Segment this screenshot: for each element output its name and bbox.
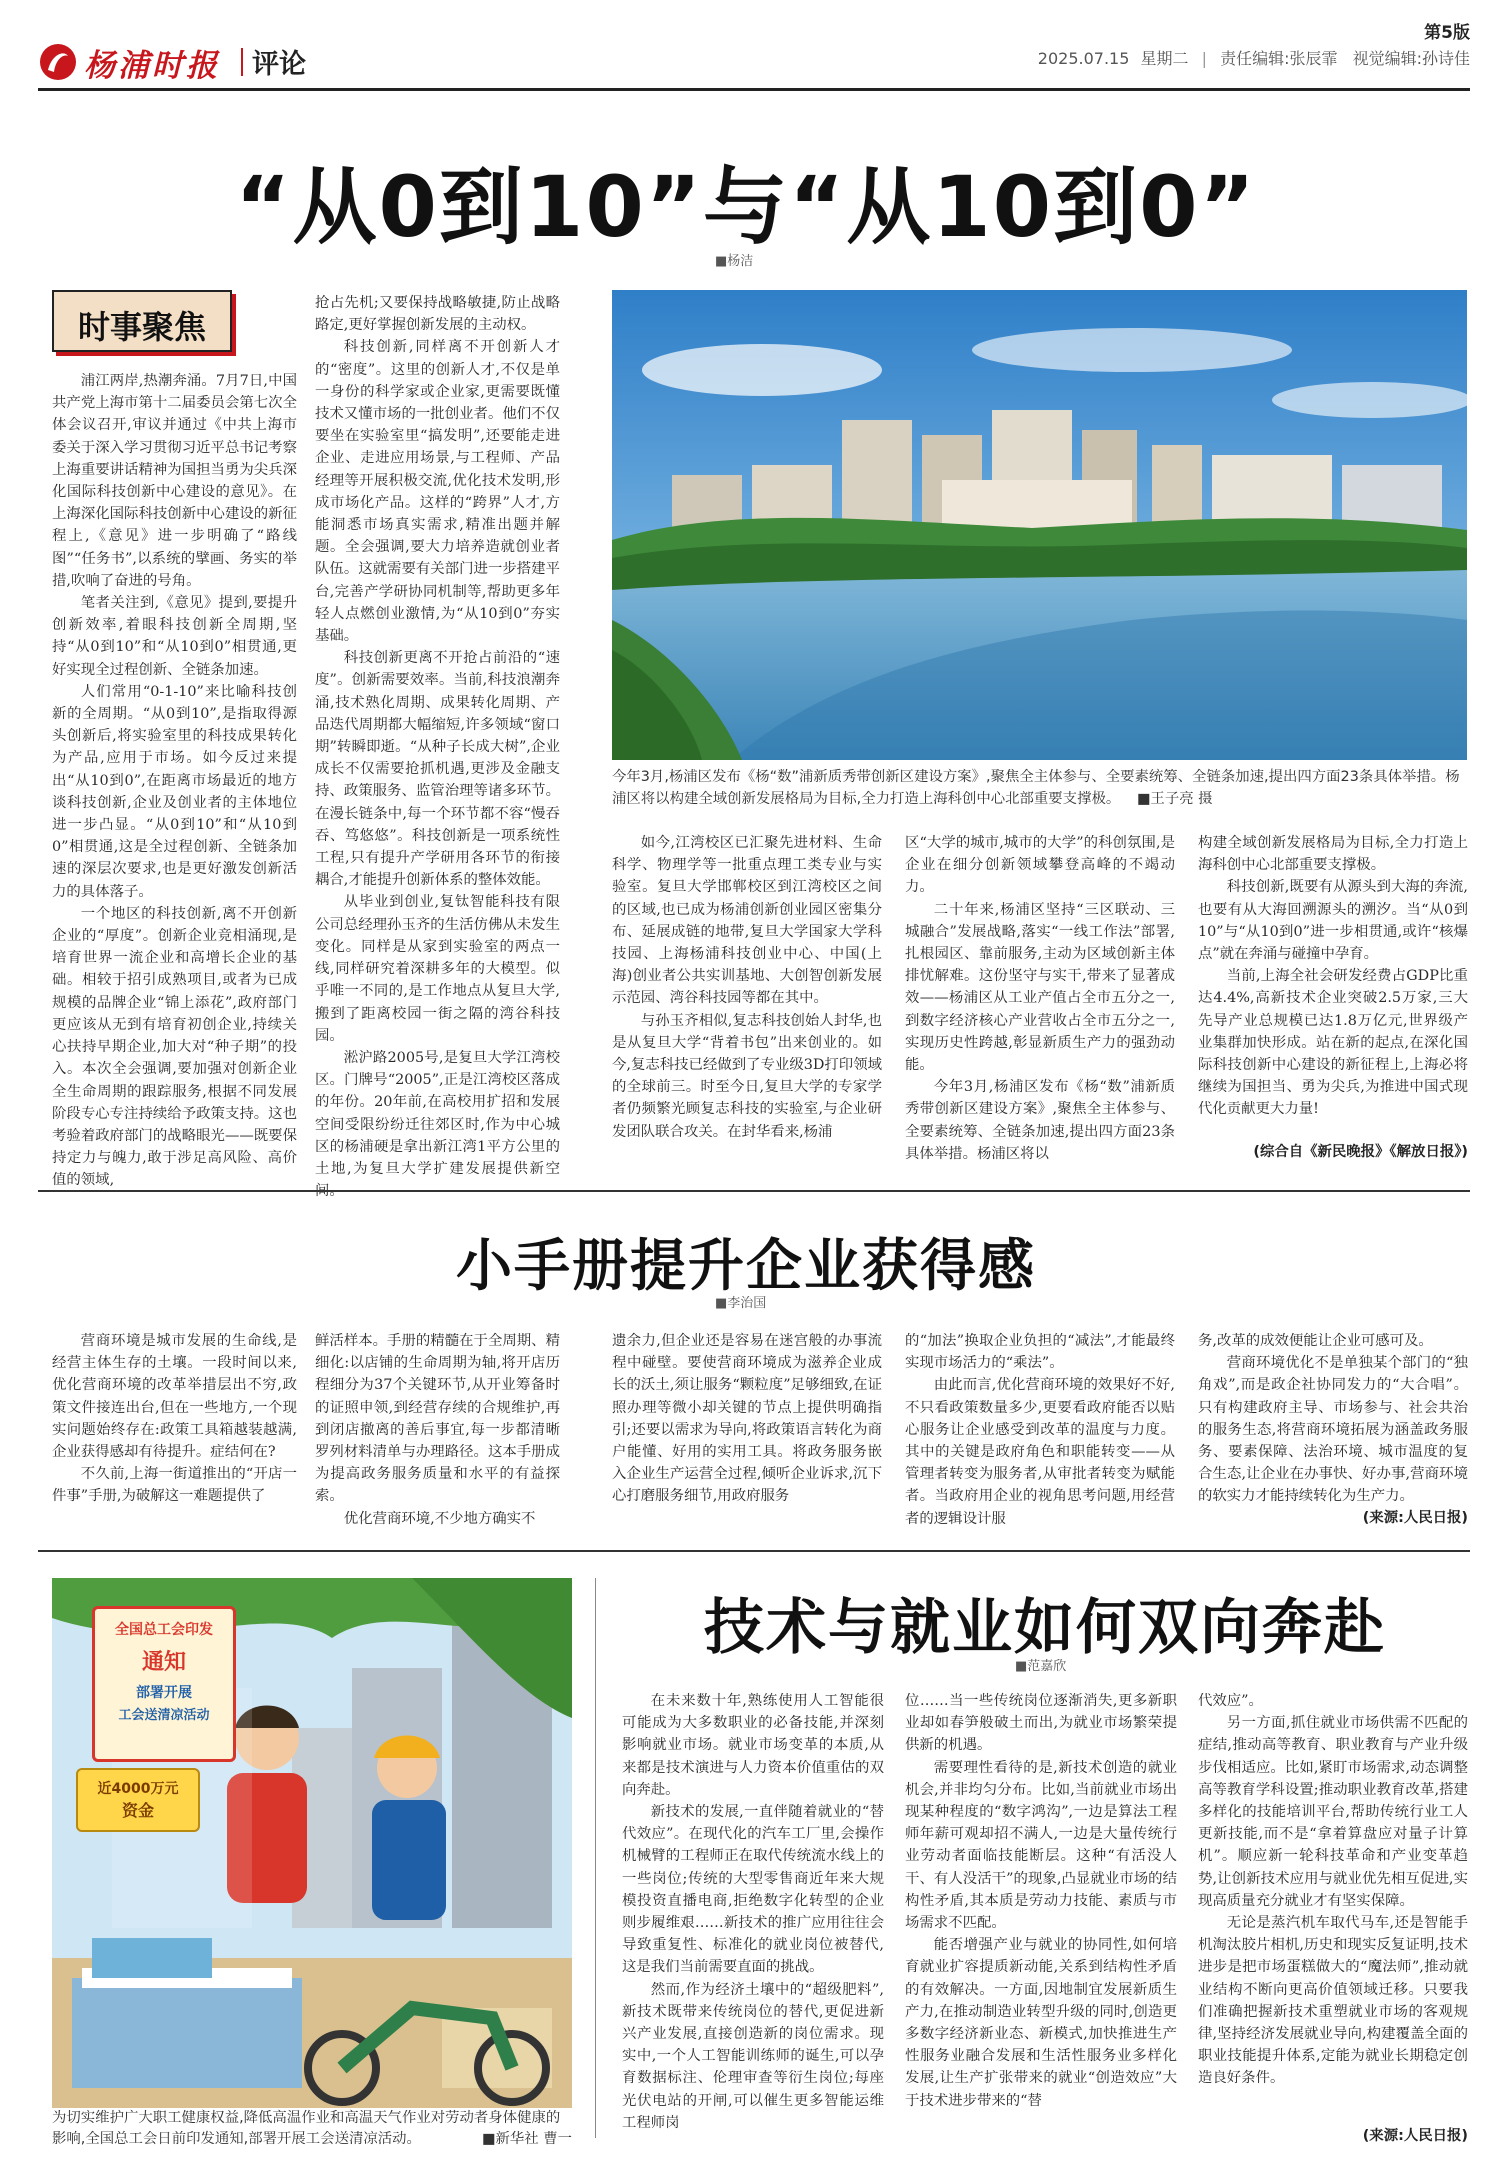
article2-source: (来源:人民日报) [1362,1510,1468,1526]
article3-title: 技术与就业如何双向奔赴 [704,1593,1386,1663]
money-amount: 近4000万元 [97,1781,179,1797]
issue-date: 2025.07.15 [1037,49,1130,68]
article2-col2: 鲜活样本。手册的精髓在于全周期、精细化:以店铺的生命周期为轴,将开店历程细分为37个关键环节,从开业筹备时的证照申领,到经营存续的合规维护,再到闭店撤离的善后事宜,每一步都清晰罗列材料清单与办理路径。这本手册成为提高政务服务质量和水平的有益探索。 优化营商环境,不少地方确实不 [315,1333,560,1527]
photo-credit: ■王子亮 摄 [1136,791,1213,807]
logo-text: 杨浦时报 [84,48,220,84]
article1-col3: 如今,江湾校区已汇聚先进材料、生命科学、物理学等一批重点理工类专业与实验室。复旦大学邯郸校区到江湾校区之间的区域,也已成为杨浦创新创业园区密集分布、延展成链的地带,复旦大学国家大学科技园、上海杨浦科技创业中心、中国(上海)创业者公共实训基地、大创智创新发展示范园、湾谷科技园等都在其中。 与孙玉齐相似,复志科技创始人封华,也是从复旦大学“背着书包”出来创业的。如今,复志科技已经做到了专业级3D打印领域的全球前三。时至今日,复旦大学的专家学者仍频繁光顾复志科技的实验室,与企业研发团队联合攻关。在封华看来,杨浦 [612,835,882,1140]
article2-title: 小手册提升企业获得感 [456,1233,1036,1299]
article1-title: “从0到10”与“从10到0” [235,158,1257,256]
money-badge [76,1768,200,1832]
campus-photo [612,290,1467,760]
article3-col3: 代效应”。 另一方面,抓住就业市场供需不匹配的症结,推动高等教育、职业教育与产业升级步伐相适应。比如,紧盯市场需求,动态调整高等教育学科设置;推动职业教育改革,搭建多样化的技能培训平台,帮助传统行业工人更新技能,而不是“拿着算盘应对量子计算机”。顺应新一轮科技革命和产业变革趋势,让创新技术应用与就业优先相互促进,实现高质量充分就业才有坚实保障。 无论是蒸汽机车取代马车,还是智能手机淘汰胶片相机,历史和现实反复证明,技术进步是把市场蛋糕做大的“魔法师”,推动就业结构不断向更高价值领域迁移。只要我们准确把握新技术重塑就业市场的客观规律,坚持经济发展就业导向,构建覆盖全面的职业技能提升体系,定能为就业长期稳定创造良好条件。 [1198,1693,1468,2087]
header-meta: 2025.07.15 星期二 | 责任编辑:张辰霏 视觉编辑:孙诗佳 [1037,49,1470,68]
header-rule [38,88,1470,91]
editor-credit: 责任编辑:张辰霏 [1220,49,1338,68]
page-number: 第5版 [1424,23,1470,43]
notice-sign-line1: 部署开展 [136,1685,192,1701]
article3-source: (来源:人民日报) [1362,2128,1468,2144]
article2-byline: ■李治国 [715,1296,767,1311]
column-divider [595,1578,596,2138]
section-rule-1 [38,1190,1470,1192]
article2-col5: 务,改革的成效便能让企业可感可及。 营商环境优化不是单独某个部门的“独角戏”,而是政企社协同发力的“大合唱”。只有构建政府主导、市场参与、社会共治的服务生态,将营商环境拓展为涵盖政务服务、要素保障、法治环境、城市温度的复合生态,让企业在办事快、好办事,营商环境的软实力才能持续转化为生产力。 [1198,1333,1468,1505]
cartoon-caption [52,2108,572,2150]
article3-col1: 在未来数十年,熟练使用人工智能很可能成为大多数职业的必备技能,并深刻影响就业市场。就业市场变革的本质,从来都是技术演进与人力资本价值重估的双向奔赴。 新技术的发展,一直伴随着就业的“替代效应”。在现代化的汽车工厂里,会操作机械臂的工程师正在取代传统流水线上的一些岗位;传统的大型零售商近年来大规模投资直播电商,拒绝数字化转型的企业则步履维艰……新技术的推广应用往往会导致重复性、标准化的就业岗位被替代,这是我们当前需要直面的挑战。 然而,作为经济土壤中的“超级肥料”,新技术既带来传统岗位的替代,更促进新兴产业发展,直接创造新的岗位需求。现实中,一个人工智能训练师的诞生,可以孕育数据标注、伦理审查等衍生岗位;每座光伏电站的开闸,可以催生更多智能运维工程师岗 [622,1693,884,2131]
notice-sign-line2: 工会送清凉活动 [118,1708,210,1723]
article2-col1: 营商环境是城市发展的生命线,是经营主体生存的土壤。一段时间以来,优化营商环境的改革举措层出不穷,政策文件接连出台,但在一些地方,一个现实问题始终存在:政策工具箱越装越满,企业获得感却有待提升。症结何在? 不久前,上海一街道推出的“开店一件事”手册,为破解这一难题提供了 [52,1333,297,1505]
article1-col4: 区“大学的城市,城市的大学”的科创氛围,是企业在细分创新领域攀登高峰的不竭动力。 二十年来,杨浦区坚持“三区联动、三城融合”发展战略,落实“一线工作法”部署,扎根园区、靠前服务,主动为区域创新主体排忧解难。这份坚守与实干,带来了显著成效——杨浦区从工业产值占全市五分之一,到数字经济核心产业营收占全市五分之一,实现历史性跨越,彰显新质生产力的强劲动能。 今年3月,杨浦区发布《杨“数”浦新质秀带创新区建设方案》,聚焦全主体参与、全要素统筹、全链条加速,提出四方面23条具体举措。杨浦区将以 [905,835,1175,1162]
article2-col3: 遗余力,但企业还是容易在迷宫般的办事流程中碰壁。要使营商环境成为滋养企业成长的沃土,须让服务“颗粒度”足够细致,在证照办理等微小却关键的节点上提供明确指引;还要以需求为导向,将政策语言转化为商户能懂、好用的实用工具。将政务服务嵌入企业生产运营全过程,倾听企业诉求,沉下心打磨服务细节,用政府服务 [612,1333,882,1505]
article3-col2: 位……当一些传统岗位逐渐消失,更多新职业却如春笋般破土而出,为就业市场繁荣提供新的机遇。 需要理性看待的是,新技术创造的就业机会,并非均匀分布。比如,当前就业市场出现某种程度的“数字鸿沟”,一边是算法工程师年薪可观却招不满人,一边是大量传统行业劳动者面临技能断层。这种“有活没人干、有人没活干”的现象,凸显就业市场的结构性矛盾,其本质是劳动力技能、素质与市场需求不匹配。 能否增强产业与就业的协同性,如何培育就业扩容提质新动能,关系到结构性矛盾的有效解决。一方面,因地制宜发展新质生产力,在推动制造业转型升级的同时,创造更多数字经济新业态、新模式,加快推进生产性服务业融合发展和生活性服务业多样化发展,让生产扩张带来的就业“创造效应”大于技术进步带来的“替 [905,1693,1177,2109]
section-name: 评论 [252,49,306,80]
article1-col2: 抢占先机;又要保持战略敏捷,防止战略路定,更好掌握创新发展的主动权。 科技创新,同样离不开创新人才的“密度”。这里的创新人才,不仅是单一身份的科学家或企业家,更需要既懂技术又懂市场的一批创业者。他们不仅要坐在实验室里“搞发明”,还要能走进企业、走进应用场景,与工程师、产品经理等开展积极交流,优化技术发明,形成市场化产品。这样的“跨界”人才,方能洞悉市场真实需求,精准出题并解题。全会强调,要大力培养造就创业者队伍。这就需要有关部门进一步搭建平台,完善产学研协同机制等,帮助更多年轻人点燃创业激情,为“从10到0”夯实基础。 科技创新更离不开抢占前沿的“速度”。创新需要效率。当前,科技浪潮奔涌,技术熟化周期、成果转化周期、产品迭代周期都大幅缩短,许多领域“窗口期”转瞬即逝。“从种子长成大树”,企业成长不仅需要抢抓机遇,更涉及金融支持、政策服务、监管治理等诸多环节。在漫长链条中,每一个环节都不容“慢吞吞、笃悠悠”。科技创新是一项系统性工程,只有提升产学研用各环节的衔接耦合,才能提升创新体系的整体效能。 从毕业到创业,复钛智能科技有限公司总经理孙玉齐的生活仿佛从未发生变化。同样是从家到实验室的两点一线,同样研究着深耕多年的大模型。似乎唯一不同的,是工作地点从复旦大学,搬到了距离校园一街之隔的湾谷科技园。 淞沪路2005号,是复旦大学江湾校区。门牌号“2005”,正是江湾校区落成的年份。20年前,在高校用扩招和发展空间受限纷纷迁往郊区时,作为中心城区的杨浦硬是拿出新江湾1平方公里的土地,为复旦大学扩建发展提供新空 [315,295,560,1177]
cartoon-illustration [52,1578,572,2108]
column-tag [52,290,232,352]
newspaper-logo-icon [38,42,78,82]
article1-col1: 浦江两岸,热潮奔涌。7月7日,中国共产党上海市第十二届委员会第七次全体会议召开,审议并通过《中共上海市委关于深入学习贯彻习近平总书记考察上海重要讲话精神为国担当勇为尖兵深化国际科技创新中心建设的意见》。在上海深化国际科技创新中心建设的新征程上,《意见》进一步明确了“路线图”“任务书”,以系统的擘画、务实的举措,吹响了奋进的号角。 笔者关注到,《意见》提到,要提升创新效率,着眼科技创新全周期,坚持“从0到10”和“从10到0”相贯通,更好实现全过程创新、全链条加速。 人们常用“0-1-10”来比喻科技创新的全周期。“从0到10”,是指取得源头创新后,将实验室里的科技成果转化为产品,应用于市场。如今反过来提出“从10到0”,在距离市场最近的地方谈科技创新,企业及创业者的主体地位进一步凸显。“从0到10”和“从10到0”相贯通,这是全过程创新、全链条加速的深层次要求,也是更好激发创新活力的具体落子。 一个地区的科技创新,离不开创新企业的“厚度”。创新企业竞相涌现,是培育世界一流企业和高增长企业的基础。相较于招引成熟项目,或者为已成规模的品牌企业“锦上添花”,政府部门更应该从无到有培育初创企业,持续关心扶持早期企业,加大对“种子期”的投入。本次全会强调,要加强对创新企业全生命周期的跟踪服务,根据不同发展阶段专心专注持续给予政策支持。这也考验着政府部门的战略眼光——既要保持定力与魄力,敢于涉足高风险、高价值的领域, [52,373,297,1189]
notice-sign-notice: 通知 [141,1650,186,1675]
photo-caption [612,766,1467,810]
article1-source: (综合自《新民晚报》《解放日报》) [1253,1144,1468,1160]
article1-col5: 构建全域创新发展格局为目标,全力打造上海科创中心北部重要支撑极。 科技创新,既要有从源头到大海的奔流,也要有从大海回溯源头的溯汐。当“从0到10”与“从10到0”进一步相贯通,或许“核爆点”就在奔涌与碰撞中孕育。 当前,上海全社会研发经费占GDP比重达4.4%,高新技术企业突破2.5万家,三大先导产业总规模已达1.8万亿元,世界级产业集群加快形成。站在新的起点,在深化国际科技创新中心建设的新征程上,上海必将继续为国担当、勇为尖兵,为推进中国式现代化贡献更大力量! [1198,835,1468,1118]
photo-caption-text: 今年3月,杨浦区发布《杨“数”浦新质秀带创新区建设方案》,聚焦全主体参与、全要素统筹、全链条加速,提出四方面23条具体举措。杨浦区将以构建全域创新发展格局为目标,全力打造上海科创中心北部重要支撑极。 [612,769,1460,807]
notice-sign [92,1606,236,1762]
money-label: 资金 [121,1801,154,1820]
notice-sign-title: 全国总工会印发 [115,1622,213,1638]
cartoon-credit: ■新华社 曹一 [481,2131,572,2147]
logo-divider [241,48,243,76]
article2-col4: 的“加法”换取企业负担的“减法”,才能最终实现市场活力的“乘法”。 由此而言,优化营商环境的效果好不好,不只看政策数量多少,更要看政府能否以贴心服务让企业感受到改革的温度与力度。其中的关键是政府角色和职能转变——从管理者转变为服务者,从审批者转变为赋能者。当政府用企业的视角思考问题,用经营者的逻辑设计服 [905,1333,1175,1527]
cartoon-caption-text: 为切实维护广大职工健康权益,降低高温作业和高温天气作业对劳动者身体健康的影响,全国总工会日前印发通知,部署开展工会送清凉活动。 [52,2110,561,2147]
issue-weekday: 星期二 [1140,49,1189,68]
article3-byline: ■范嘉欣 [1015,1659,1067,1674]
article1-byline: ■杨洁 [715,254,754,269]
campus-lake-image [612,290,1467,760]
column-tag-text: 时事聚焦 [77,308,206,346]
section-rule-2 [38,1550,1470,1552]
visual-editor-credit: 视觉编辑:孙诗佳 [1352,49,1470,68]
